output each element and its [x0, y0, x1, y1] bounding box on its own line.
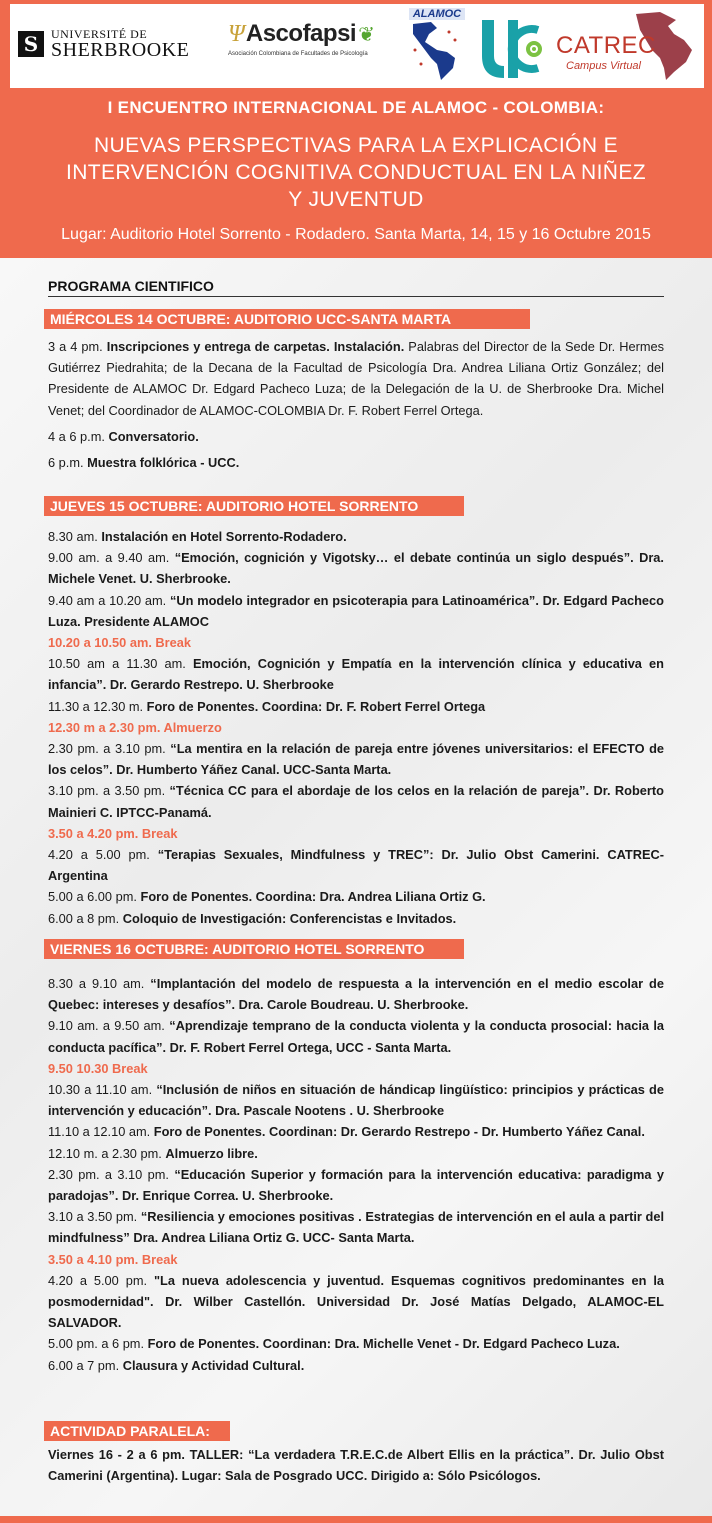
catrec-name: CATREC: [556, 32, 656, 59]
schedule-break: [48, 1249, 664, 1270]
event-title: [0, 132, 712, 213]
sherbrooke-logo: [18, 28, 189, 60]
entry-time: 6.00 a 7 pm.: [48, 1357, 120, 1373]
entry-time: 9.00 am. a 9.40 am.: [48, 550, 170, 566]
day3-schedule: [48, 973, 664, 1376]
ascofapsi-name: Ascofapsi: [245, 20, 357, 47]
day-header-friday: VIERNES 16 OCTUBRE: AUDITORIO HOTEL SORRENTO: [44, 939, 464, 959]
entry-title: “Implantación del modelo de respuesta a la intervención en el medio escolar de Quebec: intereses y desafíos”. Dra. Carole Boudreau. U. Sherbrooke.: [48, 976, 664, 1013]
day-header-wednesday: MIÉRCOLES 14 OCTUBRE: AUDITORIO UCC-SANTA MARTA: [44, 309, 530, 329]
parallel-activity-text: Viernes 16 - 2 a 6 pm. TALLER: “La verdadera T.R.E.C.de Albert Ellis en la práctica”. Dr. Julio Obst Camerini (Argentina). Lugar: Sala de Posgrado UCC. Dirigido a: Sólo Psicólogos.: [48, 1447, 664, 1484]
entry-time: 2.30 pm. a 3.10 pm.: [48, 1166, 169, 1182]
schedule-entry: [48, 844, 664, 886]
entry-time: 6 p.m.: [48, 455, 84, 471]
ascofapsi-psi-icon: Ψ: [228, 20, 245, 47]
logo-strip: [10, 4, 704, 88]
entry-title: Inscripciones y entrega de carpetas. Instalación.: [106, 339, 405, 354]
entry-title: Foro de Ponentes. Coordinan: Dra. Michelle Venet - Dr. Edgard Pacheco Luza.: [147, 1336, 620, 1352]
entry-title: “Emoción, cognición y Vigotsky… el debate continúa un siglo después”. Dra. Michele Venet. U. Sherbrooke.: [48, 550, 664, 587]
entry-title: Emoción, Cognición y Empatía en la intervención clínica y educativa en infancia”. Dr. Gerardo Restrepo. U. Sherbrooke: [48, 656, 664, 693]
entry-time: 8.30 a 9.10 am.: [48, 976, 145, 991]
day2-schedule: [48, 526, 664, 929]
entry-time: 10.30 a 11.10 am.: [48, 1082, 153, 1098]
schedule-break: [48, 632, 664, 653]
schedule-entry: [48, 973, 664, 1015]
sherbrooke-line1: UNIVERSITÉ DE: [51, 27, 148, 41]
break-label: 3.50 a 4.20 pm. Break: [48, 825, 178, 841]
entry-time: 2.30 pm. a 3.10 pm.: [48, 741, 166, 757]
entry-time: 10.50 am a 11.30 am.: [48, 656, 186, 672]
entry-time: 5.00 a 6.00 pm.: [48, 889, 137, 905]
schedule-entry: [48, 452, 664, 473]
break-label: 12.30 m a 2.30 pm. Almuerzo: [48, 719, 222, 735]
entry-title: “Resiliencia y emociones positivas . Estrategias de intervención en el aula a partir del mindfulness” Dra. Andrea Liliana Ortiz G. UCC- Santa Marta.: [48, 1209, 665, 1246]
schedule-entry: [48, 738, 664, 780]
schedule-entry: [48, 1143, 664, 1164]
schedule-entry: [48, 590, 664, 632]
schedule-entry: [48, 1121, 664, 1142]
entry-time: 9.10 am. a 9.50 am.: [48, 1018, 165, 1034]
schedule-break: [48, 1058, 664, 1079]
entry-time: 6.00 a 8 pm.: [48, 910, 120, 926]
ucc-emblem-icon: [478, 16, 546, 80]
day1-schedule: [48, 336, 664, 478]
break-label: 3.50 a 4.10 pm. Break: [48, 1251, 178, 1267]
schedule-entry: [48, 547, 664, 589]
entry-time: 4.20 a 5.00 pm.: [48, 847, 150, 863]
entry-title: "La nueva adolescencia y juventud. Esquemas cognitivos predominantes en la posmodernidad". Dr. Wilber Castellón. Universidad Dr. José Matías Delgado, ALAMOC-EL SALVADOR.: [48, 1272, 665, 1331]
entry-title: “Aprendizaje temprano de la conducta violenta y la conducta prosocial: hacia la conducta pacífica”. Dr. F. Robert Ferrel Ortega, UCC - Santa Marta.: [48, 1018, 664, 1055]
entry-title: “Un modelo integrador en psicoterapia para Latinoamérica”. Dr. Edgard Pacheco Luza. Presidente ALAMOC: [48, 592, 664, 629]
break-label: 9.50 10.30 Break: [48, 1060, 148, 1076]
schedule-entry: [48, 526, 664, 547]
event-title-line2: INTERVENCIÓN COGNITIVA CONDUCTUAL EN LA NIÑEZ: [65, 161, 647, 184]
event-title-line1: NUEVAS PERSPECTIVAS PARA LA EXPLICACIÓN E: [93, 134, 619, 157]
americas-map-icon: [407, 20, 467, 82]
schedule-entry: [48, 1270, 664, 1334]
entry-title: Foro de Ponentes. Coordina: Dra. Andrea Liliana Ortiz G.: [140, 889, 486, 905]
entry-title: Muestra folklórica - UCC.: [87, 455, 240, 471]
catrec-subtitle: Campus Virtual: [566, 60, 641, 72]
entry-time: 8.30 am.: [48, 529, 98, 544]
entry-title: Instalación en Hotel Sorrento-Rodadero.: [101, 529, 347, 544]
entry-title: “La mentira en la relación de pareja entre jóvenes universitarios: el EFECTO de los celos”. Dr. Humberto Yáñez Canal. UCC-Santa Marta.: [48, 741, 665, 778]
schedule-entry: [48, 653, 664, 695]
entry-title: Foro de Ponentes. Coordina: Dr. F. Robert Ferrel Ortega: [146, 698, 486, 714]
break-label: 10.20 a 10.50 am. Break: [48, 635, 192, 651]
event-header: [0, 88, 712, 258]
entry-title: Conversatorio.: [108, 428, 199, 444]
schedule-break: [48, 717, 664, 738]
ucc-logo: [478, 16, 546, 80]
entry-time: 3 a 4 pm.: [48, 339, 103, 354]
entry-time: 12.10 m. a 2.30 pm.: [48, 1145, 162, 1161]
catrec-logo: [556, 10, 700, 82]
alamoc-logo: [406, 8, 468, 84]
entry-title: Almuerzo libre.: [165, 1145, 258, 1161]
schedule-entry: [48, 1355, 664, 1376]
parallel-activity-header: ACTIVIDAD PARALELA:: [44, 1421, 230, 1441]
schedule-entry: [48, 1206, 664, 1248]
entry-title: Clausura y Actividad Cultural.: [122, 1357, 305, 1373]
entry-title: “Técnica CC para el abordaje de los celos en la relación de pareja”. Dr. Roberto Mainieri C. IPTCC-Panamá.: [48, 783, 664, 820]
schedule-entry: [48, 1079, 664, 1121]
day-header-thursday: JUEVES 15 OCTUBRE: AUDITORIO HOTEL SORRENTO: [44, 496, 464, 516]
schedule-entry: [48, 780, 664, 822]
event-place: Lugar: Auditorio Hotel Sorrento - Rodadero. Santa Marta, 14, 15 y 16 Octubre 2015: [61, 226, 651, 243]
entry-title: Coloquio de Investigación: Conferencistas e Invitados.: [122, 910, 457, 926]
schedule-entry: [48, 1164, 664, 1206]
schedule-break: [48, 823, 664, 844]
ascofapsi-subtitle: Asociación Colombiana de Facultades de Psicología: [228, 51, 368, 57]
entry-time: 4.20 a 5.00 pm.: [48, 1272, 148, 1288]
entry-title: “Inclusión de niños en situación de hándicap lingüístico: principios y prácticas de intervención y educación”. Dra. Pascale Nootens . U. Sherbrooke: [48, 1082, 664, 1119]
entry-details: Palabras del Director de la Sede Dr. Hermes Gutiérrez Piedrahita; de la Decana de la Facultad de Psicología Dra. Andrea Liliana Ortiz González; del Presidente de ALAMOC Dr. Edgard Pacheco Luza; de la Delegación de la U. de Sherbrooke Dra. Michel Venet; del Coordinador de ALAMOC-COLOMBIA Dr. F. Robert Ferrel Ortega.: [48, 339, 665, 418]
entry-time: 11.30 a 12.30 m.: [48, 698, 144, 714]
entry-time: 3.10 pm. a 3.50 pm.: [48, 783, 166, 799]
program-content: [0, 258, 712, 1516]
entry-time: 11.10 a 12.10 am.: [48, 1124, 151, 1140]
entry-time: 3.10 a 3.50 pm.: [48, 1209, 138, 1225]
ascofapsi-logo: [228, 20, 375, 57]
schedule-entry: [48, 908, 664, 929]
sherbrooke-emblem-icon: S: [18, 31, 44, 57]
schedule-entry: [48, 1015, 664, 1057]
entry-title: Foro de Ponentes. Coordinan: Dr. Gerardo Restrepo - Dr. Humberto Yáñez Canal.: [153, 1124, 645, 1140]
entry-title: “Terapias Sexuales, Mindfulness y TREC”: Dr. Julio Obst Camerini. CATREC-Argentina: [48, 847, 664, 884]
schedule-entry: [48, 696, 664, 717]
alamoc-label: ALAMOC: [409, 8, 465, 20]
leaf-icon: ❦: [358, 23, 375, 46]
sherbrooke-line2: SHERBROOKE: [51, 39, 190, 61]
entry-title: “Educación Superior y formación para la intervención educativa: paradigma y paradojas”. Dr. Enrique Correa. U. Sherbrooke.: [48, 1166, 664, 1204]
bottom-strip: [0, 1516, 712, 1523]
entry-time: 9.40 am a 10.20 am.: [48, 592, 167, 608]
schedule-entry: [48, 1333, 664, 1354]
schedule-entry: [48, 426, 664, 447]
schedule-entry: [48, 886, 664, 907]
schedule-entry: [48, 336, 664, 421]
program-title: PROGRAMA CIENTIFICO: [48, 278, 664, 297]
parallel-activity: [48, 1444, 664, 1486]
entry-time: 5.00 pm. a 6 pm.: [48, 1336, 145, 1352]
event-kicker: I ENCUENTRO INTERNACIONAL DE ALAMOC - COLOMBIA:: [107, 98, 605, 117]
entry-time: 4 a 6 p.m.: [48, 428, 105, 444]
event-title-line3: Y JUVENTUD: [288, 188, 424, 211]
